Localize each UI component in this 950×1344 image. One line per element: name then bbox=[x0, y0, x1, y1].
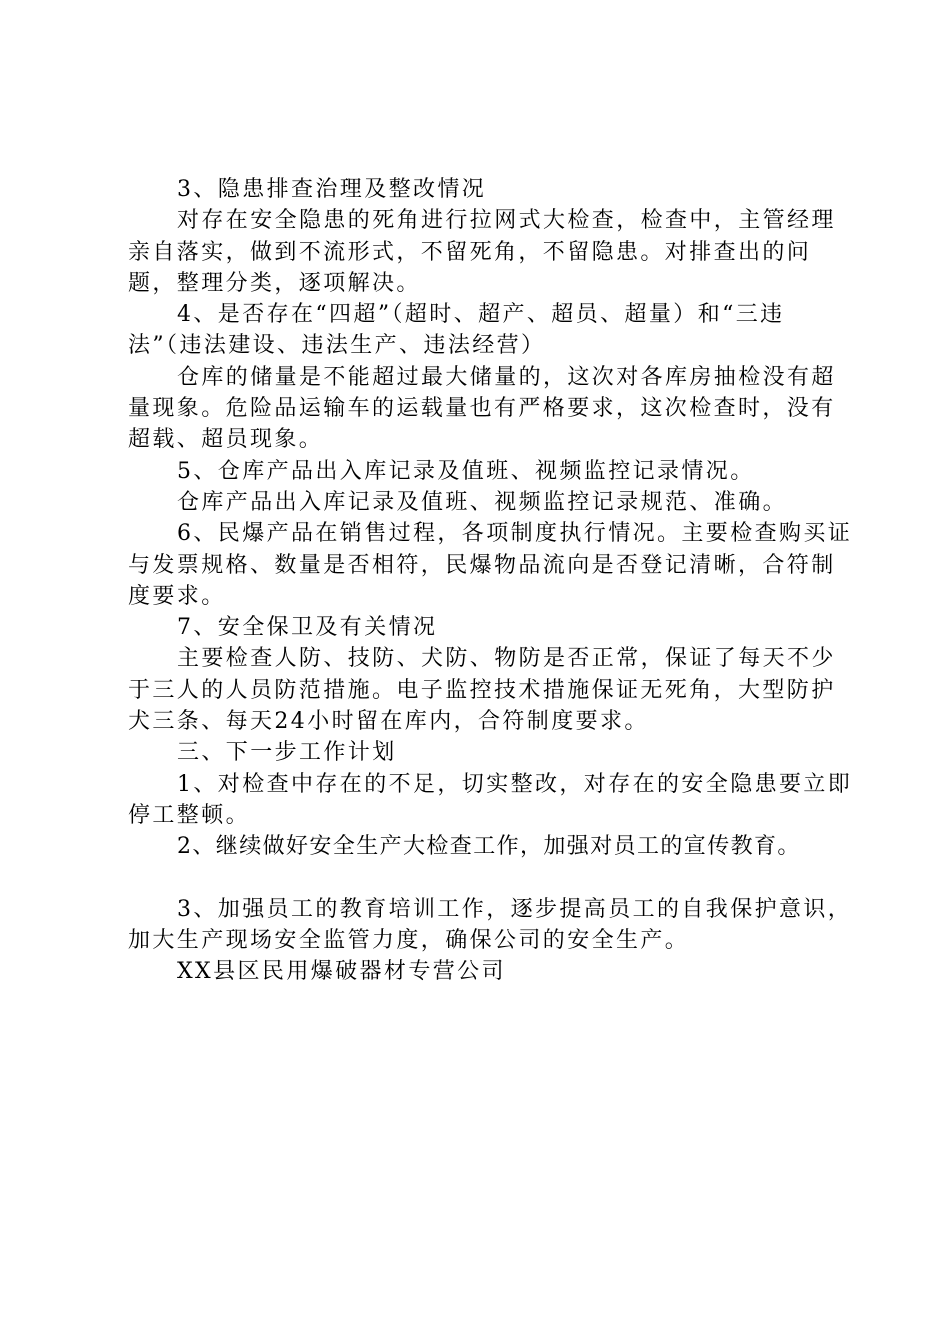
body-paragraph-security: 主要检查人防、技防、犬防、物防是否正常，保证了每天不少于三人的人员防范措施。电子监控技术措施保证无死角，大型防护犬三条、每天24小时留在库内，合符制度要求。 bbox=[128, 646, 836, 735]
plan-item-2: 2、继续做好安全生产大检查工作，加强对员工的宣传教育。 bbox=[177, 834, 801, 860]
section-heading-next-steps: 三、下一步工作计划 bbox=[177, 740, 397, 766]
section-heading-four-excess: 4、是否存在“四超”（超时、超产、超员、超量）和“三违法”（违法建设、违法生产、违法经营） bbox=[128, 302, 785, 359]
blank-line bbox=[128, 863, 853, 894]
plan-item-3: 3、加强员工的教育培训工作，逐步提高员工的自我保护意识，加大生产现场安全监管力度，确保公司的安全生产。 bbox=[128, 896, 853, 954]
body-paragraph-storage: 仓库的储量是不能超过最大储量的，这次对各库房抽检没有超量现象。危险品运输车的运载量也有严格要求，这次检查时，没有超载、超员现象。 bbox=[128, 364, 836, 453]
section-heading-security: 7、安全保卫及有关情况 bbox=[177, 615, 438, 641]
body-paragraph-records: 仓库产品出入库记录及值班、视频监控记录规范、准确。 bbox=[177, 489, 788, 515]
section-heading-sales-process: 6、民爆产品在销售过程，各项制度执行情况。主要检查购买证与发票规格、数量是否相符，民爆物品流向是否登记清晰，合符制度要求。 bbox=[128, 521, 853, 609]
section-heading-warehouse-records: 5、仓库产品出入库记录及值班、视频监控记录情况。 bbox=[177, 458, 755, 484]
body-paragraph-inspection: 对存在安全隐患的死角进行拉网式大检查，检查中，主管经理亲自落实，做到不流形式，不留死角，不留隐患。对排查出的问题，整理分类，逐项解决。 bbox=[128, 208, 836, 296]
document-body bbox=[128, 174, 853, 988]
company-signature: XX县区民用爆破器材专营公司 bbox=[177, 959, 506, 985]
section-heading-hazard-rectification: 3、隐患排查治理及整改情况 bbox=[177, 177, 487, 202]
plan-item-1: 1、对检查中存在的不足，切实整改，对存在的安全隐患要立即停工整顿。 bbox=[128, 771, 853, 828]
